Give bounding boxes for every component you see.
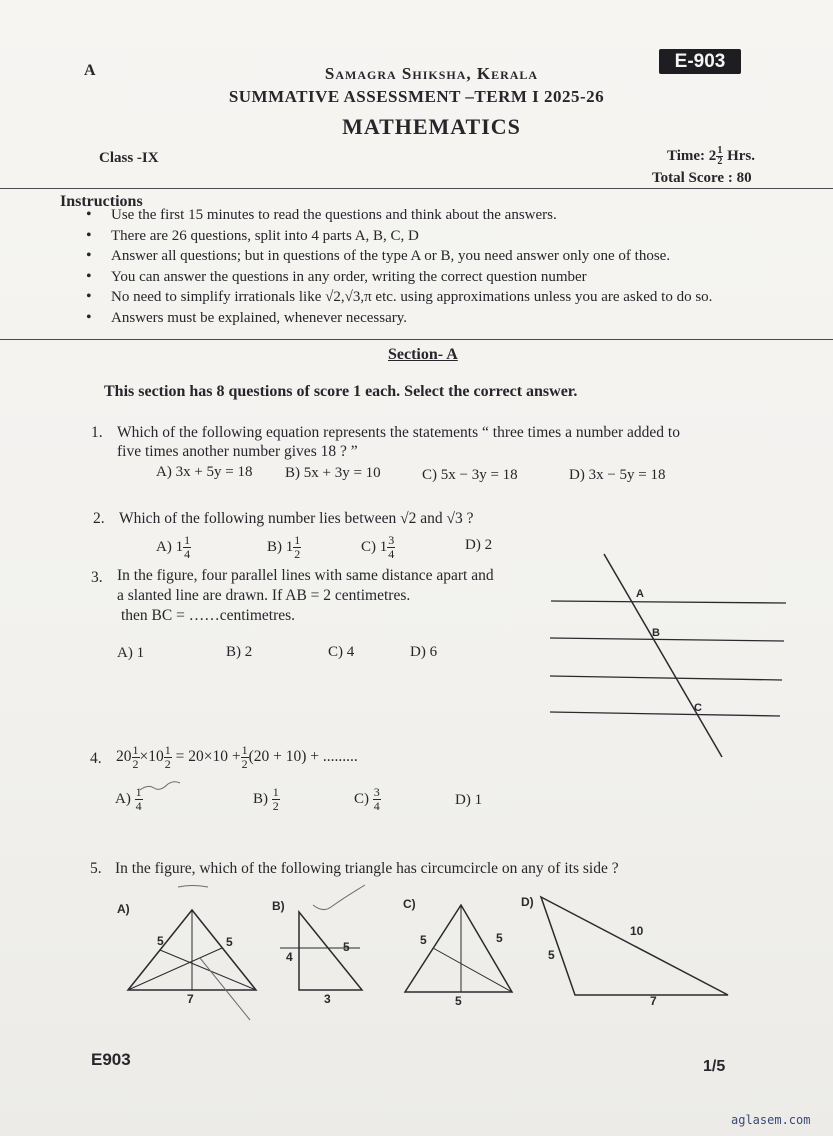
set-label: A [84,62,96,79]
q1-option-b: B) 5x + 3y = 10 [285,465,381,481]
q2-option-b-num: 1 [294,533,301,547]
pencil-line [200,958,250,1020]
triangle-b [299,912,362,990]
q4-half-num: 1 [132,743,139,757]
q1-number: 1. [91,424,103,441]
organization-title: Samagra Shiksha, Kerala [324,64,539,83]
q4-option-c-label: C) [354,790,369,807]
q4-option-a-den: 4 [135,799,142,813]
fig-b-side1: 4 [286,950,293,964]
q1-option-a: A) 3x + 5y = 18 [156,464,253,480]
q3-option-a: A) 1 [117,645,145,661]
exam-title: SUMMATIVE ASSESSMENT –TERM I 2025-26 [228,87,605,106]
q4-option-b-den: 2 [272,799,279,813]
fig-d-side2: 10 [630,924,644,938]
fig-c-side2: 5 [496,931,503,945]
time-prefix: Time: 2 [667,147,717,164]
total-score: Total Score : 80 [652,170,752,186]
q2-text: Which of the following number lies between √2 and √3 ? [119,510,474,527]
subject-title: MATHEMATICS [342,114,521,139]
q4-option-b-num: 1 [272,785,279,799]
page-number: 1/5 [703,1058,726,1075]
instruction-item: • No need to simplify irrationals like √2,√3,π etc. using approximations unless you are asked to do so. [86,287,712,308]
q4-number: 4. [90,750,102,767]
q4-expr-part: (20 + 10) + ......... [248,748,358,766]
q4-half-den: 2 [241,757,248,771]
q2-option-c-label: C) 1 [361,538,388,555]
fig-a-side1: 5 [157,934,164,948]
instruction-item: • There are 26 questions, split into 4 parts A, B, C, D [86,226,712,247]
fig-b-label: B) [272,899,285,913]
section-a-note: This section has 8 questions of score 1 each. Select the correct answer. [104,383,578,400]
triangle-c [405,905,512,992]
fig-b-side2: 5 [343,940,350,954]
q1-text-line2: five times another number gives 18 ? ” [117,443,358,460]
fig-a-label: A) [117,902,130,916]
instruction-item: • You can answer the questions in any order, writing the correct question number [86,267,712,288]
q4-option-d: D) 1 [455,792,483,808]
instruction-item: • Answers must be explained, whenever necessary. [86,308,712,329]
fig-c-side1: 5 [420,933,427,947]
q2-option-c-num: 3 [388,533,395,547]
time-numerator: 1 [717,145,723,156]
footer-paper-code: E903 [91,1050,131,1069]
q4-half-den: 2 [132,757,139,771]
q2-option-c-den: 4 [388,547,395,561]
triangle-c-median [433,948,512,992]
q1-option-c: C) 5x − 3y = 18 [422,467,518,483]
instructions-heading: Instructions [60,193,143,210]
point-label-a: A [636,588,644,600]
instruction-item: • Use the first 15 minutes to read the questions and think about the answers. [86,205,712,226]
q4-half-num: 1 [241,743,248,757]
class-label: Class -IX [99,150,159,166]
time-denominator: 2 [717,156,723,167]
point-label-b: B [652,627,660,639]
q2-number: 2. [93,510,105,527]
fig-b-base: 3 [324,992,331,1006]
point-label-c: C [694,702,702,714]
q3-text-line1: In the figure, four parallel lines with same distance apart and [117,567,494,584]
q4-half-den: 2 [164,757,171,771]
fig-a-base: 7 [187,992,194,1006]
q4-option-c-den: 4 [373,799,380,813]
q4-option-c-num: 3 [373,785,380,799]
fig-a-side2: 5 [226,935,233,949]
q2-option-a-label: A) 1 [156,538,184,555]
q2-option-a-den: 4 [184,547,191,561]
q1-option-d: D) 3x − 5y = 18 [569,467,666,483]
q4-expr-part: 20 [116,748,132,766]
source-watermark: aglasem.com [731,1113,811,1127]
fig-c-base: 5 [455,994,462,1008]
q3-option-b: B) 2 [226,644,253,660]
time-suffix: Hrs. [723,147,755,164]
fig-d-base: 7 [650,994,657,1008]
q2-option-b-den: 2 [294,547,301,561]
section-a-title: Section- A [388,346,458,363]
q4-expr-part: = 20×10 + [171,748,241,766]
q3-text-line3: then BC = ……centimetres. [121,607,296,624]
triangle-a-median [160,950,256,990]
q3-number: 3. [91,569,103,586]
triangle-a-median [128,948,222,990]
q4-option-b-label: B) [253,790,268,807]
fig-c-label: C) [403,897,416,911]
q2-option-d: D) 2 [465,537,493,553]
q4-option-a-num: 1 [135,785,142,799]
instruction-item: • Answer all questions; but in questions of the type A or B, you need answer only one of those. [86,246,712,267]
fig-d-side1: 5 [548,948,555,962]
q2-option-a-num: 1 [184,533,191,547]
q3-option-c: C) 4 [328,644,355,660]
q5-number: 5. [90,860,102,877]
q5-text: In the figure, which of the following triangle has circumcircle on any of its side ? [115,860,619,877]
q3-text-line2: a slanted line are drawn. If AB = 2 centimetres. [117,587,411,604]
q1-text-line1: Which of the following equation represents the statements “ three times a number added to [117,424,680,441]
triangle-d [541,897,728,995]
fig-d-label: D) [521,895,534,909]
q3-option-d: D) 6 [410,644,438,660]
q4-half-num: 1 [164,743,171,757]
q4-option-a-label: A) [115,790,131,807]
q4-expr-part: ×10 [139,748,164,766]
q2-option-b-label: B) 1 [267,538,294,555]
paper-code-badge: E-903 [659,49,741,74]
